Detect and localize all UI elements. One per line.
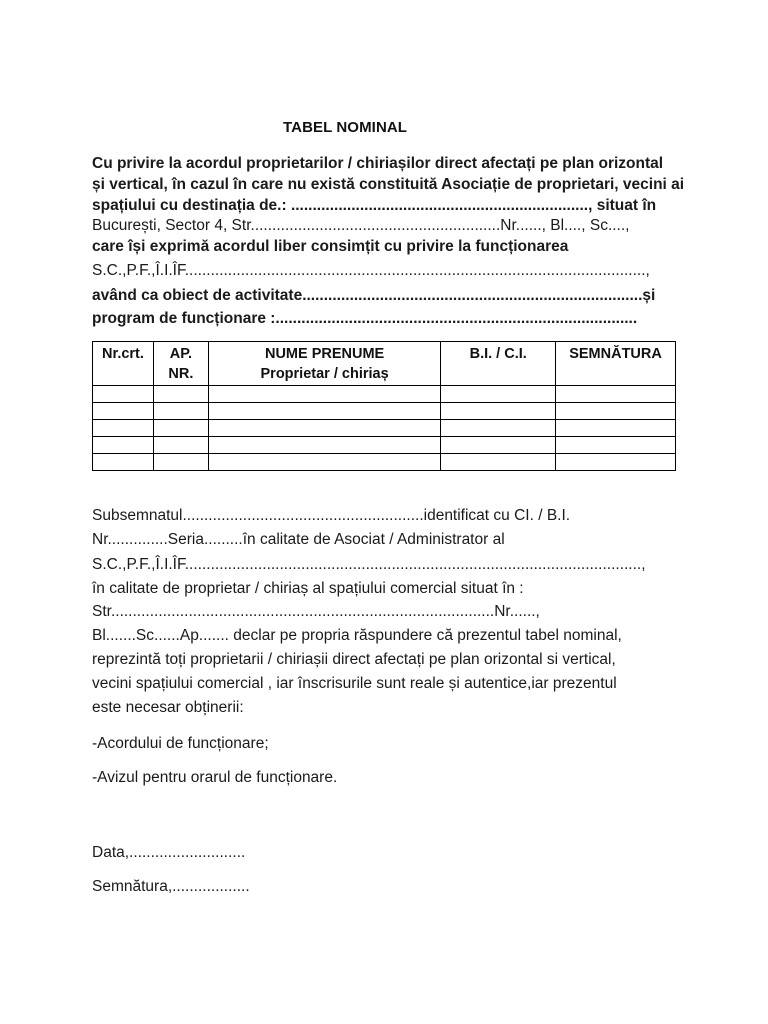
intro-line: spațiului cu destinația de.: ....................................................................., situat în xyxy=(92,197,657,214)
header-name xyxy=(208,342,441,386)
table-row xyxy=(93,386,676,403)
nominal-table xyxy=(92,341,676,471)
table-cell xyxy=(93,420,154,437)
declaration-line: Bl.......Sc......Ap....... declar pe propria răspundere că prezentul tabel nominal, xyxy=(92,627,622,644)
table-cell xyxy=(153,437,208,454)
header-name-line2: Proprietar / chiriaș xyxy=(260,366,389,382)
declaration-line: S.C.,P.F.,Î.I.ÎF.........................................................................................................., xyxy=(92,556,646,573)
intro-line: care își exprimă acordul liber consimțit cu privire la funcționarea xyxy=(92,238,569,255)
header-ap-line2: NR. xyxy=(168,366,194,382)
header-name-line1: NUME PRENUME xyxy=(264,346,385,362)
document-title: TABEL NOMINAL xyxy=(283,119,408,136)
table-cell xyxy=(441,454,556,471)
bullet-item: -Avizul pentru orarul de funcționare. xyxy=(92,769,338,786)
intro-line: având ca obiect de activitate...............................................................................și xyxy=(92,287,656,304)
table-cell xyxy=(93,403,154,420)
declaration-line: Nr..............Seria.........în calitate de Asociat / Administrator al xyxy=(92,531,505,548)
table-row xyxy=(93,420,676,437)
header-ap-line1: AP. xyxy=(169,346,193,362)
table-header-row xyxy=(93,342,676,386)
declaration-line: vecini spațiului comercial , iar înscrisurile sunt reale și autentice,iar prezentul xyxy=(92,675,617,692)
table-cell xyxy=(441,386,556,403)
table-row xyxy=(93,403,676,420)
intro-line: S.C.,P.F.,Î.I.ÎF..........................................................................................................., xyxy=(92,262,650,279)
table-cell xyxy=(208,420,441,437)
header-semnatura: SEMNĂTURA xyxy=(556,342,676,386)
bullet-item: -Acordului de funcționare; xyxy=(92,735,269,752)
header-bi-ci: B.I. / C.I. xyxy=(441,342,556,386)
table-cell xyxy=(441,437,556,454)
declaration-line: în calitate de proprietar / chiriaș al spațiului comercial situat în : xyxy=(92,580,524,597)
table-cell xyxy=(556,386,676,403)
intro-line: și vertical, în cazul în care nu există constituită Asociație de proprietari, vecini ai xyxy=(92,176,685,193)
date-label: Data,........................... xyxy=(92,844,246,861)
table-cell xyxy=(153,454,208,471)
table-cell xyxy=(208,403,441,420)
table-cell xyxy=(93,386,154,403)
table-cell xyxy=(153,386,208,403)
table-cell xyxy=(556,403,676,420)
intro-line: Cu privire la acordul proprietarilor / chiriașilor direct afectați pe plan orizontal xyxy=(92,155,664,172)
header-nr-crt: Nr.crt. xyxy=(93,342,154,386)
table-cell xyxy=(556,437,676,454)
declaration-line: Str.........................................................................................Nr......, xyxy=(92,603,540,620)
table-row xyxy=(93,454,676,471)
table-cell xyxy=(556,420,676,437)
header-ap-nr xyxy=(153,342,208,386)
intro-line: București, Sector 4, Str..........................................................Nr......, Bl...., Sc...., xyxy=(92,217,630,234)
table-cell xyxy=(208,437,441,454)
signature-label: Semnătura,.................. xyxy=(92,878,250,895)
declaration-line: este necesar obținerii: xyxy=(92,699,244,716)
table-cell xyxy=(93,454,154,471)
table-cell xyxy=(93,437,154,454)
intro-line: program de funcționare :.................................................................................... xyxy=(92,310,638,327)
table-cell xyxy=(441,403,556,420)
table-cell xyxy=(153,403,208,420)
table-cell xyxy=(153,420,208,437)
table-cell xyxy=(556,454,676,471)
table-cell xyxy=(441,420,556,437)
table-cell xyxy=(208,386,441,403)
table-cell xyxy=(208,454,441,471)
declaration-line: Subsemnatul........................................................identificat cu CI. / B.I. xyxy=(92,507,571,524)
declaration-line: reprezintă toți proprietarii / chiriașii direct afectați pe plan orizontal si vertical, xyxy=(92,651,616,668)
table-row xyxy=(93,437,676,454)
